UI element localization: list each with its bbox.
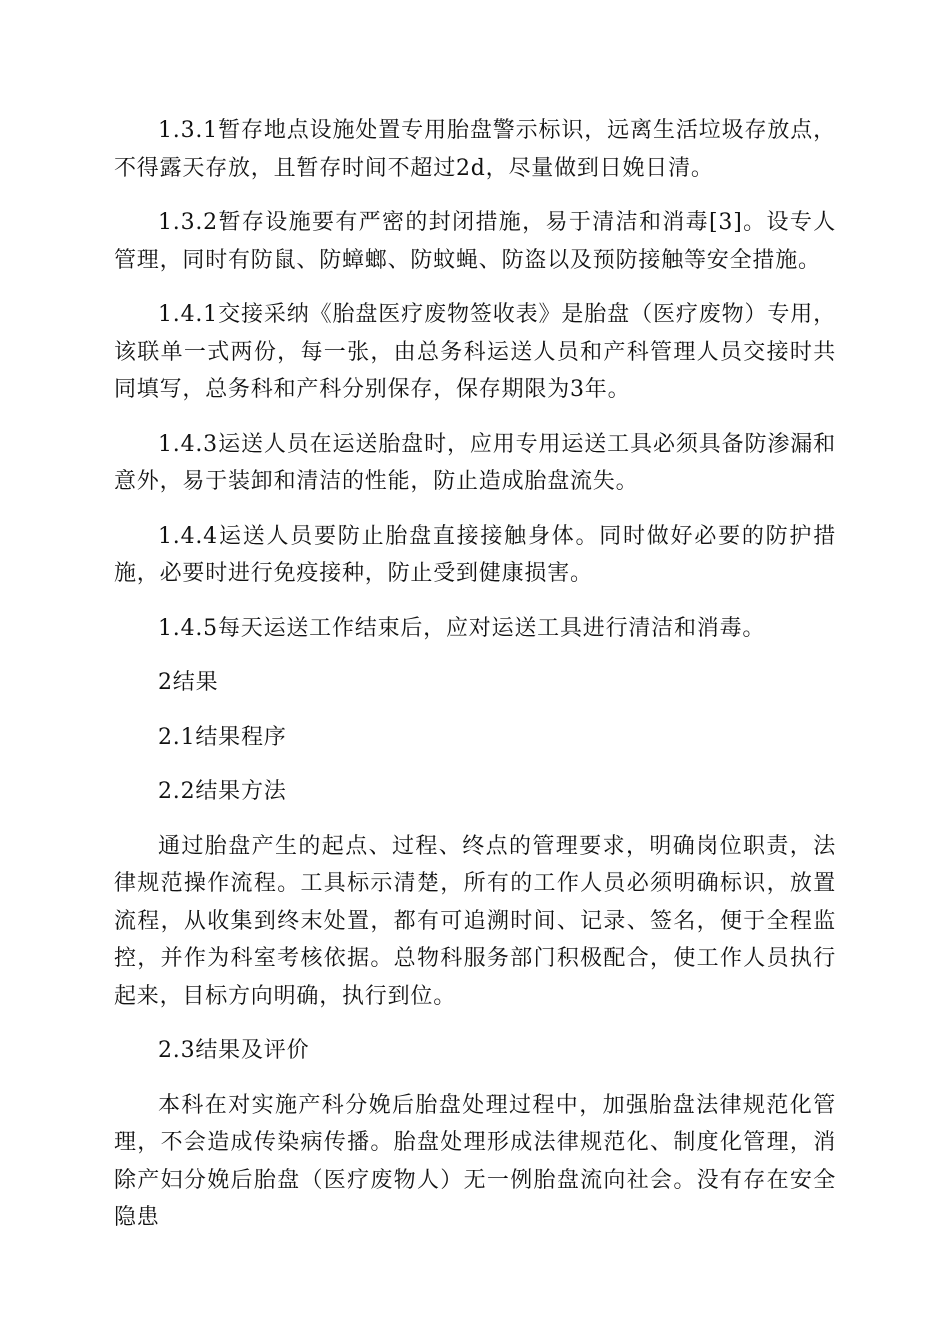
paragraph-1-4-1: 1.4.1交接采纳《胎盘医疗废物签收表》是胎盘（医疗废物）专用，该联单一式两份，每一张，由总务科运送人员和产科管理人员交接时共同填写，总务科和产科分别保存，保存期限为3年。 [114, 302, 836, 402]
section-heading-2-2: 2.2结果方法 [158, 779, 287, 804]
section-heading-2: 2结果 [158, 670, 219, 695]
section-heading-2-3: 2.3结果及评价 [158, 1038, 310, 1063]
paragraph-1-3-2: 1.3.2暂存设施要有严密的封闭措施，易于清洁和消毒[3]。设专人管理，同时有防鼠、防蟑螂、防蚊蝇、防盗以及预防接触等安全措施。 [114, 210, 836, 273]
section-heading-2-1: 2.1结果程序 [158, 724, 287, 750]
paragraph-1-4-4: 1.4.4运送人员要防止胎盘直接接触身体。同时做好必要的防护措施，必要时进行免疫接种，防止受到健康损害。 [114, 523, 836, 586]
paragraph-2-3-body: 本科在对实施产科分娩后胎盘处理过程中，加强胎盘法律规范化管理，不会造成传染病传播。胎盘处理形成法律规范化、制度化管理，消除产妇分娩后胎盘（医疗废物人）无一例胎盘流向社会。没有存在安全隐患 [114, 1092, 836, 1230]
paragraph-2-2-body: 通过胎盘产生的起点、过程、终点的管理要求，明确岗位职责，法律规范操作流程。工具标示清楚，所有的工作人员必须明确标识，放置流程，从收集到终末处置，都有可追溯时间、记录、签名，便于全程监控，并作为科室考核依据。总物科服务部门积极配合，使工作人员执行起来，目标方向明确，执行到位。 [114, 833, 836, 1009]
paragraph-1-4-3: 1.4.3运送人员在运送胎盘时，应用专用运送工具必须具备防渗漏和意外，易于装卸和清洁的性能，防止造成胎盘流失。 [114, 431, 836, 494]
paragraph-1-3-1: 1.3.1暂存地点设施处置专用胎盘警示标识，远离生活垃圾存放点，不得露天存放，且暂存时间不超过2d，尽量做到日娩日清。 [114, 118, 836, 181]
document-page [114, 112, 836, 1254]
paragraph-1-4-5: 1.4.5每天运送工作结束后，应对运送工具进行清洁和消毒。 [158, 615, 766, 641]
